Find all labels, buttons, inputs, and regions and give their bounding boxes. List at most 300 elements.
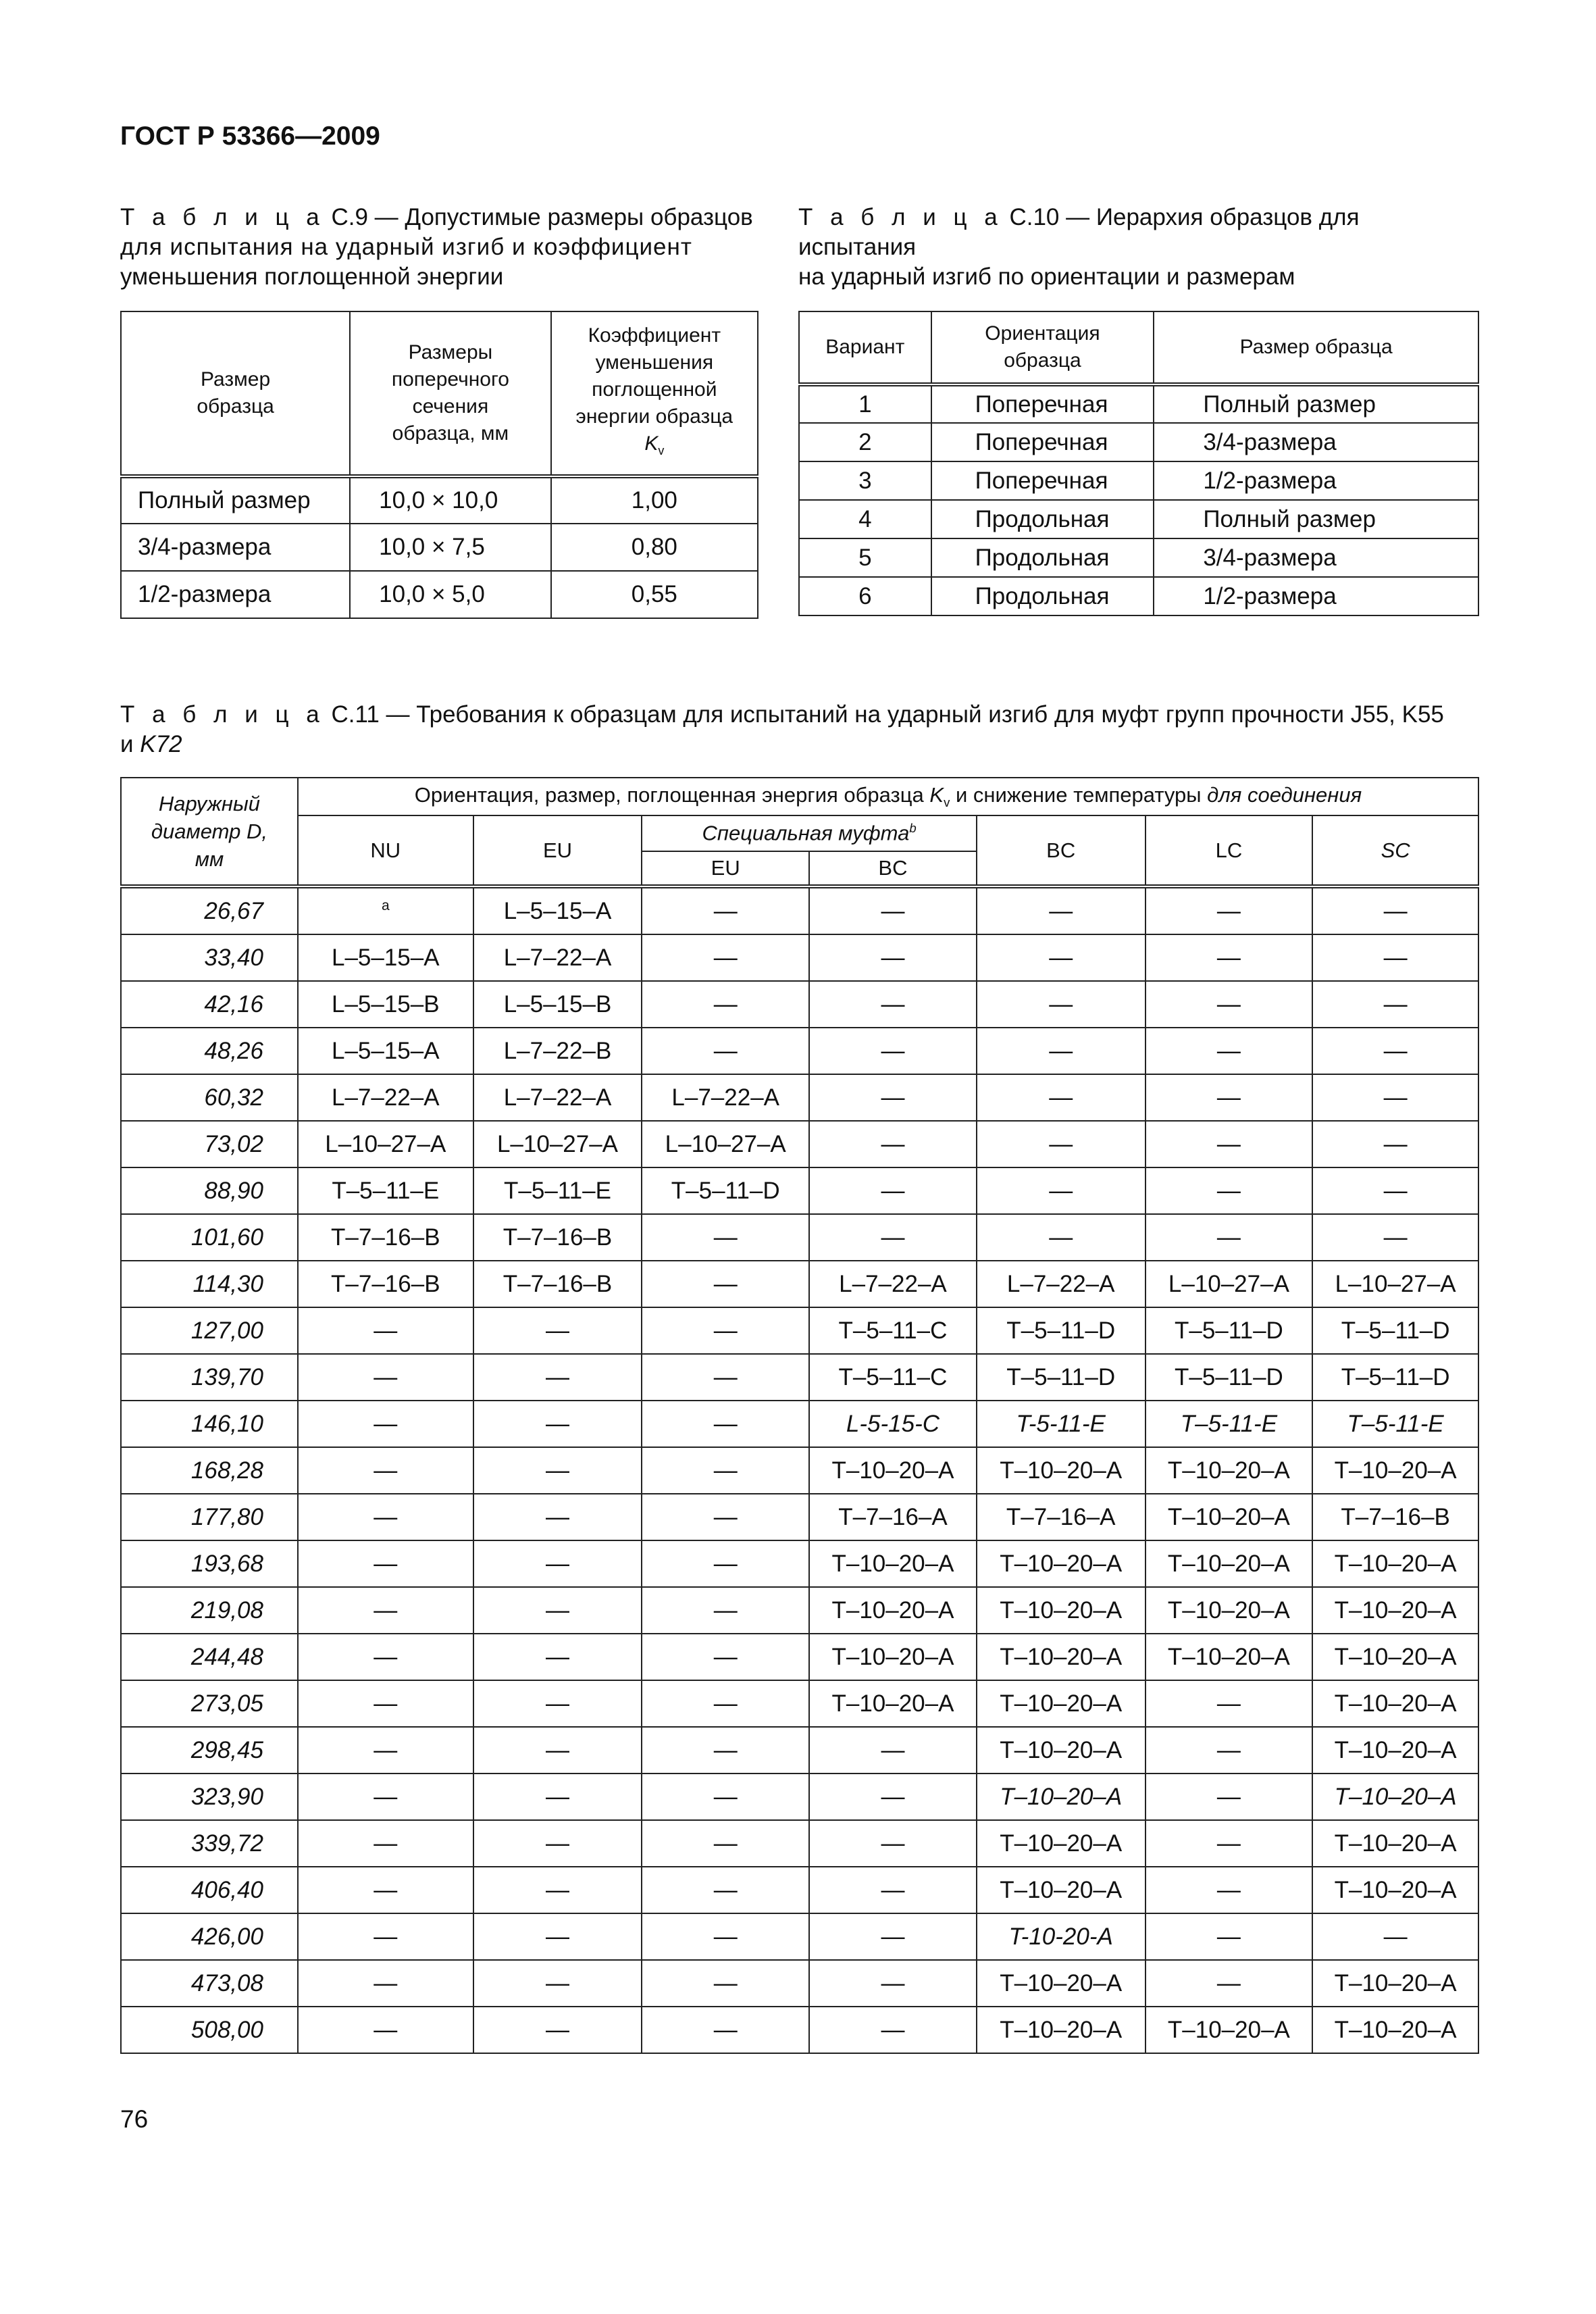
table-c11-cell-diameter: 73,02	[121, 1121, 298, 1167]
table-row	[121, 1261, 1478, 1307]
table-c9-caption-line3: уменьшения поглощенной энергии	[120, 263, 504, 290]
table-c11-header-eu: EU	[473, 815, 642, 886]
table-c11-cell-special-eu: —	[642, 1680, 809, 1727]
table-c11-cell-special-bc: T–10–20–A	[809, 1540, 977, 1587]
table-row	[799, 461, 1478, 500]
table-c10-cell-variant: 4	[799, 500, 931, 538]
table-c9-cell-dims: 10,0 × 10,0	[350, 476, 551, 524]
table-c11-cell-special-bc: T–10–20–A	[809, 1587, 977, 1634]
table-c9-cell-k: 0,55	[551, 571, 758, 618]
table-c11-cell-bc: T–10–20–A	[977, 1774, 1145, 1820]
table-c11-cell-special-eu: —	[642, 1960, 809, 2007]
table-c9-header-k-sub: v	[658, 444, 665, 457]
table-row	[121, 1960, 1478, 2007]
table-c11-cell-nu: —	[298, 1867, 473, 1913]
table-c10-cell-size: 3/4-размера	[1154, 538, 1478, 577]
table-c11-header-special-text: Специальная муфта	[702, 821, 910, 845]
table-c11-cell-lc: T–5–11–D	[1145, 1354, 1313, 1401]
table-c11-cell-special-bc: —	[809, 1214, 977, 1261]
table-c11-cell-nu: L–7–22–A	[298, 1074, 473, 1121]
table-c11-cell-special-eu: —	[642, 1028, 809, 1074]
table-c11-cell-eu: T–7–16–B	[473, 1214, 642, 1261]
table-c10-cell-orientation: Поперечная	[931, 384, 1154, 423]
table-c11-cell-lc: —	[1145, 1167, 1313, 1214]
table-c11-cell-nu: L–10–27–A	[298, 1121, 473, 1167]
table-c11-cell-lc: T–10–20–A	[1145, 1494, 1313, 1540]
table-c11-cell-sc: T–10–20–A	[1312, 1447, 1478, 1494]
table-c11-cell-bc: T–10–20–A	[977, 1727, 1145, 1774]
table-c11-cell-sc: T–10–20–A	[1312, 1680, 1478, 1727]
table-c11-cell-special-bc: —	[809, 886, 977, 934]
table-c11-cell-special-eu: —	[642, 1494, 809, 1540]
table-c9-header-size: Размер образца	[121, 311, 350, 476]
table-c11-cell-special-eu: —	[642, 1261, 809, 1307]
table-c11-cell-nu: —	[298, 1494, 473, 1540]
table-c11-cell-diameter: 88,90	[121, 1167, 298, 1214]
table-c11-cell-special-eu: —	[642, 2007, 809, 2053]
table-c11-header-group	[298, 778, 1478, 815]
table-c10-cell-size: Полный размер	[1154, 500, 1478, 538]
table-c11-cell-special-eu: —	[642, 1354, 809, 1401]
table-c10-cell-orientation: Поперечная	[931, 423, 1154, 461]
table-row	[121, 1867, 1478, 1913]
table-c11-cell-nu: T–7–16–B	[298, 1214, 473, 1261]
table-c11-cell-lc: L–10–27–A	[1145, 1261, 1313, 1307]
table-c11-caption-title: С.11 — Требования к образцам для испытаний на ударный изгиб для муфт групп прочности J55, K55	[324, 701, 1444, 728]
table-c11-cell-special-eu: —	[642, 1540, 809, 1587]
table-c11-cell-diameter: 168,28	[121, 1447, 298, 1494]
table-c11-cell-nu: —	[298, 1540, 473, 1587]
table-c9-cell-k: 1,00	[551, 476, 758, 524]
table-c11-cell-sc: T–10–20–A	[1312, 1774, 1478, 1820]
table-c11-cell-diameter: 101,60	[121, 1214, 298, 1261]
table-row	[121, 934, 1478, 981]
table-c9-caption-line2: для испытания на ударный изгиб и коэффициент	[120, 234, 692, 260]
table-c11-cell-diameter: 33,40	[121, 934, 298, 981]
table-c11-cell-sc: T–5-11-E	[1312, 1401, 1478, 1447]
table-c11-cell-sc: —	[1312, 1214, 1478, 1261]
table-c11-cell-nu: —	[298, 1307, 473, 1354]
table-c11-cell-diameter: 139,70	[121, 1354, 298, 1401]
table-c11-cell-sc: T–10–20–A	[1312, 1727, 1478, 1774]
table-c11-header-special-note: b	[909, 821, 917, 836]
table-c11-cell-bc: T–10–20–A	[977, 1540, 1145, 1587]
table-c11-cell-lc: —	[1145, 1727, 1313, 1774]
table-c10-cell-size: 1/2-размера	[1154, 461, 1478, 500]
table-c11-cell-nu: —	[298, 1587, 473, 1634]
table-c11-cell-special-bc: —	[809, 1960, 977, 2007]
document-id: ГОСТ Р 53366—2009	[120, 122, 380, 151]
table-c11-cell-bc: T–5–11–D	[977, 1307, 1145, 1354]
table-c11-cell-bc: T-5-11-E	[977, 1401, 1145, 1447]
table-c11-cell-eu: —	[473, 1307, 642, 1354]
table-c11-cell-eu: T–7–16–B	[473, 1261, 642, 1307]
table-c11-cell-lc: T–10–20–A	[1145, 1540, 1313, 1587]
table-c11-cell-bc: T–10–20–A	[977, 1960, 1145, 2007]
table-c11-cell-special-bc: —	[809, 1913, 977, 1960]
table-c11-cell-special-eu: —	[642, 1401, 809, 1447]
table-c11-cell-special-eu: —	[642, 1867, 809, 1913]
table-c10-cell-variant: 5	[799, 538, 931, 577]
table-c11-cell-lc: —	[1145, 1121, 1313, 1167]
table-c11-cell-special-bc: T–5–11–C	[809, 1354, 977, 1401]
table-c11-cell-sc: —	[1312, 886, 1478, 934]
table-c11-cell-special-eu: —	[642, 1214, 809, 1261]
table-c11-cell-diameter: 127,00	[121, 1307, 298, 1354]
table-c11-cell-nu	[298, 886, 473, 934]
table-c11-cell-lc: —	[1145, 1820, 1313, 1867]
table-c11-cell-special-bc: —	[809, 1167, 977, 1214]
table-row	[121, 1214, 1478, 1261]
table-row	[121, 2007, 1478, 2053]
table-c11-cell-nu: T–7–16–B	[298, 1261, 473, 1307]
table-c11-cell-diameter: 219,08	[121, 1587, 298, 1634]
table-c11-cell-special-eu: —	[642, 1913, 809, 1960]
table-c11-cell-diameter: 114,30	[121, 1261, 298, 1307]
table-c11-cell-eu: L–10–27–A	[473, 1121, 642, 1167]
table-c10-caption-title: С.10 — Иерархия образцов для испытания	[798, 204, 1360, 260]
table-c11-cell-nu: —	[298, 2007, 473, 2053]
table-c11-cell-special-bc: —	[809, 981, 977, 1028]
table-row	[121, 476, 758, 524]
table-row	[121, 1354, 1478, 1401]
table-c11-cell-diameter: 273,05	[121, 1680, 298, 1727]
table-c10-header-variant: Вариант	[799, 311, 931, 384]
table-c11-cell-special-bc: —	[809, 1074, 977, 1121]
table-c11-cell-eu: —	[473, 1727, 642, 1774]
table-row	[121, 1634, 1478, 1680]
table-c11-cell-special-bc: —	[809, 1820, 977, 1867]
table-row	[121, 886, 1478, 934]
table-c9-header-k	[551, 311, 758, 476]
table-c11-cell-diameter: 406,40	[121, 1867, 298, 1913]
table-c9-cell-size: Полный размер	[121, 476, 350, 524]
table-c9-cell-dims: 10,0 × 5,0	[350, 571, 551, 618]
table-c11-cell-lc: —	[1145, 1867, 1313, 1913]
table-c11-cell-special-bc: —	[809, 1867, 977, 1913]
table-c10-cell-variant: 2	[799, 423, 931, 461]
table-c9-caption-title: С.9 — Допустимые размеры образцов	[324, 204, 753, 230]
table-c11-cell-diameter: 426,00	[121, 1913, 298, 1960]
table-row	[121, 1587, 1478, 1634]
table-c11-cell-special-eu: —	[642, 1307, 809, 1354]
table-c11-cell-bc: —	[977, 981, 1145, 1028]
table-c11-cell-sc: T–10–20–A	[1312, 1960, 1478, 2007]
table-c9-caption-prefix: Т а б л и ц а	[120, 204, 325, 230]
table-c11-cell-lc: —	[1145, 1074, 1313, 1121]
table-c11-cell-lc: T–10–20–A	[1145, 1634, 1313, 1680]
table-c10-cell-orientation: Поперечная	[931, 461, 1154, 500]
table-c11-caption-prefix: Т а б л и ц а	[120, 701, 325, 728]
table-c11-cell-diameter: 323,90	[121, 1774, 298, 1820]
table-c11-cell-bc: T-10-20-A	[977, 1913, 1145, 1960]
table-c9-cell-size: 3/4-размера	[121, 524, 350, 571]
table-row	[121, 1680, 1478, 1727]
table-c11-cell-diameter: 146,10	[121, 1401, 298, 1447]
table-c11-cell-diameter: 298,45	[121, 1727, 298, 1774]
table-c10-cell-variant: 3	[799, 461, 931, 500]
table-c9-cell-k: 0,80	[551, 524, 758, 571]
table-c11-cell-nu: —	[298, 1680, 473, 1727]
table-c11-cell-nu: —	[298, 1774, 473, 1820]
table-c11-cell-special-eu: —	[642, 934, 809, 981]
table-row	[121, 1307, 1478, 1354]
page-number: 76	[120, 2105, 149, 2133]
table-c10-cell-size: 3/4-размера	[1154, 423, 1478, 461]
table-c11-cell-sc: T–10–20–A	[1312, 1540, 1478, 1587]
table-c9-header-k-text: Коэффициент уменьшения поглощенной энергии образца	[575, 324, 733, 428]
table-c11-cell-bc: T–10–20–A	[977, 1820, 1145, 1867]
table-c10-cell-variant: 1	[799, 384, 931, 423]
table-row	[121, 1074, 1478, 1121]
table-c11-cell-diameter: 42,16	[121, 981, 298, 1028]
table-c11-cell-diameter: 193,68	[121, 1540, 298, 1587]
table-c11-cell-lc: T–10–20–A	[1145, 2007, 1313, 2053]
table-c11-header-special	[642, 815, 977, 851]
table-c11-cell-lc: —	[1145, 934, 1313, 981]
table-c10-caption-line1	[798, 203, 1481, 262]
table-c11-cell-lc: T–5–11–D	[1145, 1307, 1313, 1354]
table-c11-header-group-mid: и снижение температуры	[950, 782, 1208, 807]
table-c11-cell-special-eu: —	[642, 1634, 809, 1680]
table-c11-cell-lc: —	[1145, 1913, 1313, 1960]
table-c11-cell-eu: —	[473, 1540, 642, 1587]
table-row	[121, 524, 758, 571]
table-c11-cell-eu: —	[473, 1587, 642, 1634]
table-c11-cell-nu: L–5–15–A	[298, 1028, 473, 1074]
table-c11-cell-bc: —	[977, 1121, 1145, 1167]
table-c10-cell-size: 1/2-размера	[1154, 577, 1478, 615]
table-c11-cell-special-eu: —	[642, 1727, 809, 1774]
table-c11	[120, 777, 1479, 2054]
table-c11-cell-eu: L–5–15–A	[473, 886, 642, 934]
table-c11-cell-nu: —	[298, 1354, 473, 1401]
table-row	[121, 1820, 1478, 1867]
table-c11-caption-line2	[120, 730, 1485, 759]
table-c10-caption	[798, 203, 1481, 292]
table-row	[121, 1774, 1478, 1820]
table-c11-cell-bc: T–10–20–A	[977, 1634, 1145, 1680]
table-c11-cell-special-eu: —	[642, 1774, 809, 1820]
table-c10-header-orientation: Ориентация образца	[931, 311, 1154, 384]
table-c10-cell-orientation: Продольная	[931, 577, 1154, 615]
table-c11-cell-bc: T–10–20–A	[977, 1867, 1145, 1913]
table-c11-cell-bc: T–10–20–A	[977, 1447, 1145, 1494]
table-c11-cell-special-bc: —	[809, 1028, 977, 1074]
table-c11-cell-special-bc: —	[809, 1727, 977, 1774]
table-row	[799, 538, 1478, 577]
table-row	[121, 1167, 1478, 1214]
table-c9-caption-line1	[120, 203, 761, 232]
table-c11-cell-bc: —	[977, 886, 1145, 934]
table-c11-cell-nu: —	[298, 1401, 473, 1447]
table-c11-cell-special-bc: T–5–11–C	[809, 1307, 977, 1354]
table-c11-cell-lc: T–10–20–A	[1145, 1447, 1313, 1494]
table-c11-header-sc: SC	[1312, 815, 1478, 886]
table-c10-cell-orientation: Продольная	[931, 538, 1154, 577]
table-c11-header-group-italic: для соединения	[1207, 782, 1362, 807]
table-c11-header-group-sub: v	[944, 795, 950, 810]
table-c11-header-group-pre: Ориентация, размер, поглощенная энергия образца	[414, 782, 930, 807]
table-c11-cell-eu: L–7–22–B	[473, 1028, 642, 1074]
table-c11-cell-bc: —	[977, 1167, 1145, 1214]
table-c11-cell-diameter: 60,32	[121, 1074, 298, 1121]
table-c11-cell-lc: T–5-11-E	[1145, 1401, 1313, 1447]
table-c11-cell-special-eu: T–5–11–D	[642, 1167, 809, 1214]
table-c11-cell-eu: T–5–11–E	[473, 1167, 642, 1214]
table-c11-cell-lc: —	[1145, 1774, 1313, 1820]
table-c11-cell-nu: —	[298, 1913, 473, 1960]
table-row	[121, 1121, 1478, 1167]
table-c9-cell-size: 1/2-размера	[121, 571, 350, 618]
table-c11-header-lc: LC	[1145, 815, 1313, 886]
table-c11-cell-special-bc: T–10–20–A	[809, 1680, 977, 1727]
table-c11-cell-eu: —	[473, 2007, 642, 2053]
table-row	[799, 577, 1478, 615]
table-c11-body	[121, 886, 1478, 2053]
table-c11-cell-special-eu: —	[642, 1447, 809, 1494]
table-c11-cell-sc: T–7–16–B	[1312, 1494, 1478, 1540]
table-c11-cell-lc: T–10–20–A	[1145, 1587, 1313, 1634]
table-c11-header-nu: NU	[298, 815, 473, 886]
table-c11-cell-special-bc: T–10–20–A	[809, 1447, 977, 1494]
table-c11-cell-special-eu: —	[642, 1820, 809, 1867]
table-c11-cell-sc: T–10–20–A	[1312, 1634, 1478, 1680]
table-c11-cell-bc: L–7–22–A	[977, 1261, 1145, 1307]
table-c11-cell-bc: T–10–20–A	[977, 2007, 1145, 2053]
table-c9-header-dims: Размеры поперечного сечения образца, мм	[350, 311, 551, 476]
table-c11-cell-eu: L–7–22–A	[473, 1074, 642, 1121]
table-c10-cell-orientation: Продольная	[931, 500, 1154, 538]
table-c11-cell-diameter: 339,72	[121, 1820, 298, 1867]
table-c11-cell-nu: —	[298, 1447, 473, 1494]
table-row	[121, 1727, 1478, 1774]
table-c11-header-group-k: K	[929, 782, 944, 807]
table-c11-cell-special-eu: —	[642, 886, 809, 934]
table-c11-cell-nu: —	[298, 1727, 473, 1774]
table-c11-cell-special-eu: L–7–22–A	[642, 1074, 809, 1121]
table-c11-cell-sc: —	[1312, 1167, 1478, 1214]
table-c11-cell-eu: —	[473, 1401, 642, 1447]
table-c11-cell-special-bc: —	[809, 2007, 977, 2053]
table-c11-cell-sc: —	[1312, 934, 1478, 981]
table-row	[121, 1540, 1478, 1587]
table-c11-cell-nu: —	[298, 1960, 473, 2007]
table-c9-cell-dims: 10,0 × 7,5	[350, 524, 551, 571]
table-c11-footnote-mark: a	[381, 897, 390, 913]
table-c11-caption-line2-group: K72	[140, 731, 182, 757]
table-c11-cell-eu: —	[473, 1680, 642, 1727]
table-c11-cell-diameter: 177,80	[121, 1494, 298, 1540]
table-c11-cell-nu: T–5–11–E	[298, 1167, 473, 1214]
table-c11-header-special-eu: EU	[642, 851, 809, 886]
table-c11-cell-sc: —	[1312, 1121, 1478, 1167]
table-c11-cell-lc: —	[1145, 1680, 1313, 1727]
table-c11-cell-special-bc: L–7–22–A	[809, 1261, 977, 1307]
table-c11-cell-sc: T–10–20–A	[1312, 1820, 1478, 1867]
table-c9-caption	[120, 203, 761, 292]
table-c11-cell-sc: —	[1312, 981, 1478, 1028]
table-row	[799, 423, 1478, 461]
table-c11-cell-eu: L–5–15–B	[473, 981, 642, 1028]
table-c11-caption-line1	[120, 700, 1485, 730]
table-c11-cell-special-eu: —	[642, 1587, 809, 1634]
table-c11-cell-bc: T–10–20–A	[977, 1680, 1145, 1727]
table-c11-cell-bc: T–7–16–A	[977, 1494, 1145, 1540]
table-row	[121, 1028, 1478, 1074]
table-c11-cell-special-eu: L–10–27–A	[642, 1121, 809, 1167]
table-c11-cell-lc: —	[1145, 886, 1313, 934]
table-row	[121, 1447, 1478, 1494]
table-c10-header-size: Размер образца	[1154, 311, 1478, 384]
table-c10-cell-size: Полный размер	[1154, 384, 1478, 423]
table-row	[121, 981, 1478, 1028]
table-c11-cell-special-bc: —	[809, 1121, 977, 1167]
table-c11-cell-diameter: 244,48	[121, 1634, 298, 1680]
table-c11-cell-special-bc: T–7–16–A	[809, 1494, 977, 1540]
table-c11-cell-diameter: 48,26	[121, 1028, 298, 1074]
table-c10-caption-prefix: Т а б л и ц а	[798, 204, 1003, 230]
table-c11-cell-bc: T–10–20–A	[977, 1587, 1145, 1634]
table-row	[121, 1913, 1478, 1960]
table-row	[121, 571, 758, 618]
table-c11-cell-eu: —	[473, 1354, 642, 1401]
table-c11-cell-bc: —	[977, 1214, 1145, 1261]
table-c11-caption	[120, 700, 1485, 759]
table-c11-header-diameter: Наружный диаметр D, мм	[121, 778, 298, 886]
table-c11-cell-eu: L–7–22–A	[473, 934, 642, 981]
table-c11-cell-bc: —	[977, 934, 1145, 981]
table-c11-cell-eu: —	[473, 1774, 642, 1820]
table-c11-cell-nu: —	[298, 1820, 473, 1867]
table-c11-cell-diameter: 473,08	[121, 1960, 298, 2007]
table-c11-cell-sc: T–10–20–A	[1312, 2007, 1478, 2053]
table-c11-cell-diameter: 508,00	[121, 2007, 298, 2053]
table-c11-cell-eu: —	[473, 1960, 642, 2007]
table-c11-header-bc: BC	[977, 815, 1145, 886]
table-row	[121, 1401, 1478, 1447]
table-c9	[120, 311, 758, 619]
table-c10	[798, 311, 1479, 616]
table-c11-cell-eu: —	[473, 1913, 642, 1960]
table-c11-cell-eu: —	[473, 1867, 642, 1913]
table-row	[121, 1494, 1478, 1540]
table-c11-cell-sc: L–10–27–A	[1312, 1261, 1478, 1307]
table-c11-cell-special-bc: L-5-15-C	[809, 1401, 977, 1447]
table-c11-cell-special-bc: —	[809, 1774, 977, 1820]
table-c11-cell-sc: T–10–20–A	[1312, 1867, 1478, 1913]
table-c11-cell-eu: —	[473, 1820, 642, 1867]
table-c11-cell-bc: —	[977, 1028, 1145, 1074]
table-c11-cell-lc: —	[1145, 1028, 1313, 1074]
table-c11-cell-sc: T–5–11–D	[1312, 1354, 1478, 1401]
table-c11-cell-lc: —	[1145, 1960, 1313, 2007]
table-c11-caption-line2-pre: и	[120, 731, 140, 757]
table-c11-cell-nu: L–5–15–A	[298, 934, 473, 981]
table-c11-cell-eu: —	[473, 1494, 642, 1540]
table-c11-cell-special-bc: T–10–20–A	[809, 1634, 977, 1680]
table-c11-cell-nu: L–5–15–B	[298, 981, 473, 1028]
table-c11-cell-special-eu: —	[642, 981, 809, 1028]
table-c11-cell-sc: —	[1312, 1074, 1478, 1121]
table-c11-cell-bc: —	[977, 1074, 1145, 1121]
table-c9-header-k-symbol: K	[644, 432, 659, 455]
table-c11-cell-nu: —	[298, 1634, 473, 1680]
table-c11-cell-special-bc: —	[809, 934, 977, 981]
table-c11-cell-eu: —	[473, 1634, 642, 1680]
table-c11-cell-lc: —	[1145, 1214, 1313, 1261]
table-c11-cell-sc: T–10–20–A	[1312, 1587, 1478, 1634]
